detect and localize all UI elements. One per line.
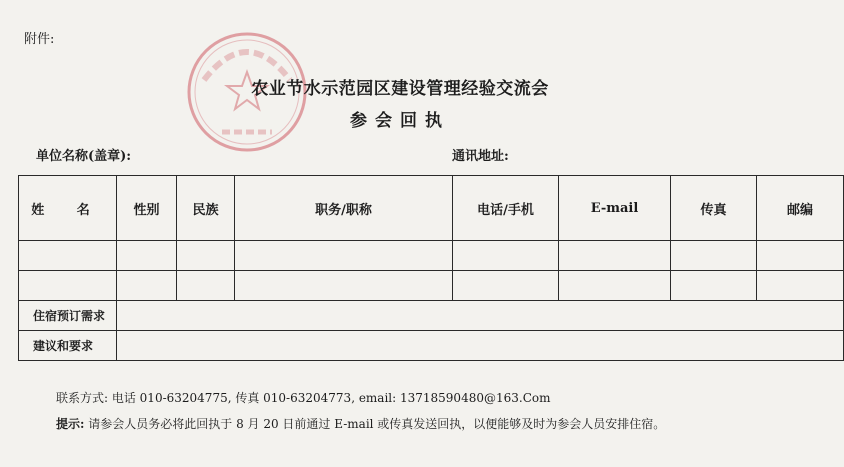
table-row — [19, 271, 844, 301]
table-header-row — [19, 176, 844, 241]
header-email: E-mail — [559, 176, 671, 241]
suggestions-label: 建议和要求 — [19, 331, 117, 361]
cell-fax[interactable] — [671, 241, 757, 271]
accommodation-label: 住宿预订需求 — [19, 301, 117, 331]
cell-name[interactable] — [19, 271, 117, 301]
cell-email[interactable] — [559, 241, 671, 271]
cell-position-title[interactable] — [235, 241, 453, 271]
suggestions-row — [19, 331, 844, 361]
document-subtitle: 参会回执 — [350, 111, 450, 131]
cell-gender[interactable] — [117, 241, 177, 271]
header-phone-mobile: 电话/手机 — [453, 176, 559, 241]
cell-phone-mobile[interactable] — [453, 271, 559, 301]
header-name: 姓 名 — [19, 176, 117, 241]
cell-postcode[interactable] — [757, 271, 844, 301]
mailing-address-label: 通讯地址: — [452, 149, 509, 164]
suggestions-field[interactable] — [117, 331, 844, 361]
reminder-note — [56, 415, 665, 432]
cell-ethnicity[interactable] — [177, 271, 235, 301]
cell-fax[interactable] — [671, 271, 757, 301]
reminder-label: 提示: — [56, 417, 85, 431]
cell-gender[interactable] — [117, 271, 177, 301]
cell-postcode[interactable] — [757, 241, 844, 271]
registration-table — [18, 175, 844, 361]
cell-phone-mobile[interactable] — [453, 241, 559, 271]
header-gender: 性别 — [117, 176, 177, 241]
accommodation-row — [19, 301, 844, 331]
header-fax: 传真 — [671, 176, 757, 241]
contact-info: 联系方式: 电话 010-63204775, 传真 010-63204773, email: 13718590480@163.Com — [56, 391, 551, 405]
attachment-label: 附件: — [24, 32, 55, 47]
cell-name[interactable] — [19, 241, 117, 271]
reminder-text: 请参会人员务必将此回执于 8 月 20 日前通过 E-mail 或传真发送回执，以便能够及时为参会人员安排住宿。 — [88, 417, 666, 431]
bleed-through-text — [627, 60, 640, 71]
table-row — [19, 241, 844, 271]
header-position-title: 职务/职称 — [235, 176, 453, 241]
cell-email[interactable] — [559, 271, 671, 301]
accommodation-field[interactable] — [117, 301, 844, 331]
document-title: 农业节水示范园区建设管理经验交流会 — [251, 79, 549, 99]
header-ethnicity: 民族 — [177, 176, 235, 241]
unit-name-label: 单位名称(盖章): — [36, 149, 132, 164]
cell-ethnicity[interactable] — [177, 241, 235, 271]
header-postcode: 邮编 — [757, 176, 844, 241]
cell-position-title[interactable] — [235, 271, 453, 301]
